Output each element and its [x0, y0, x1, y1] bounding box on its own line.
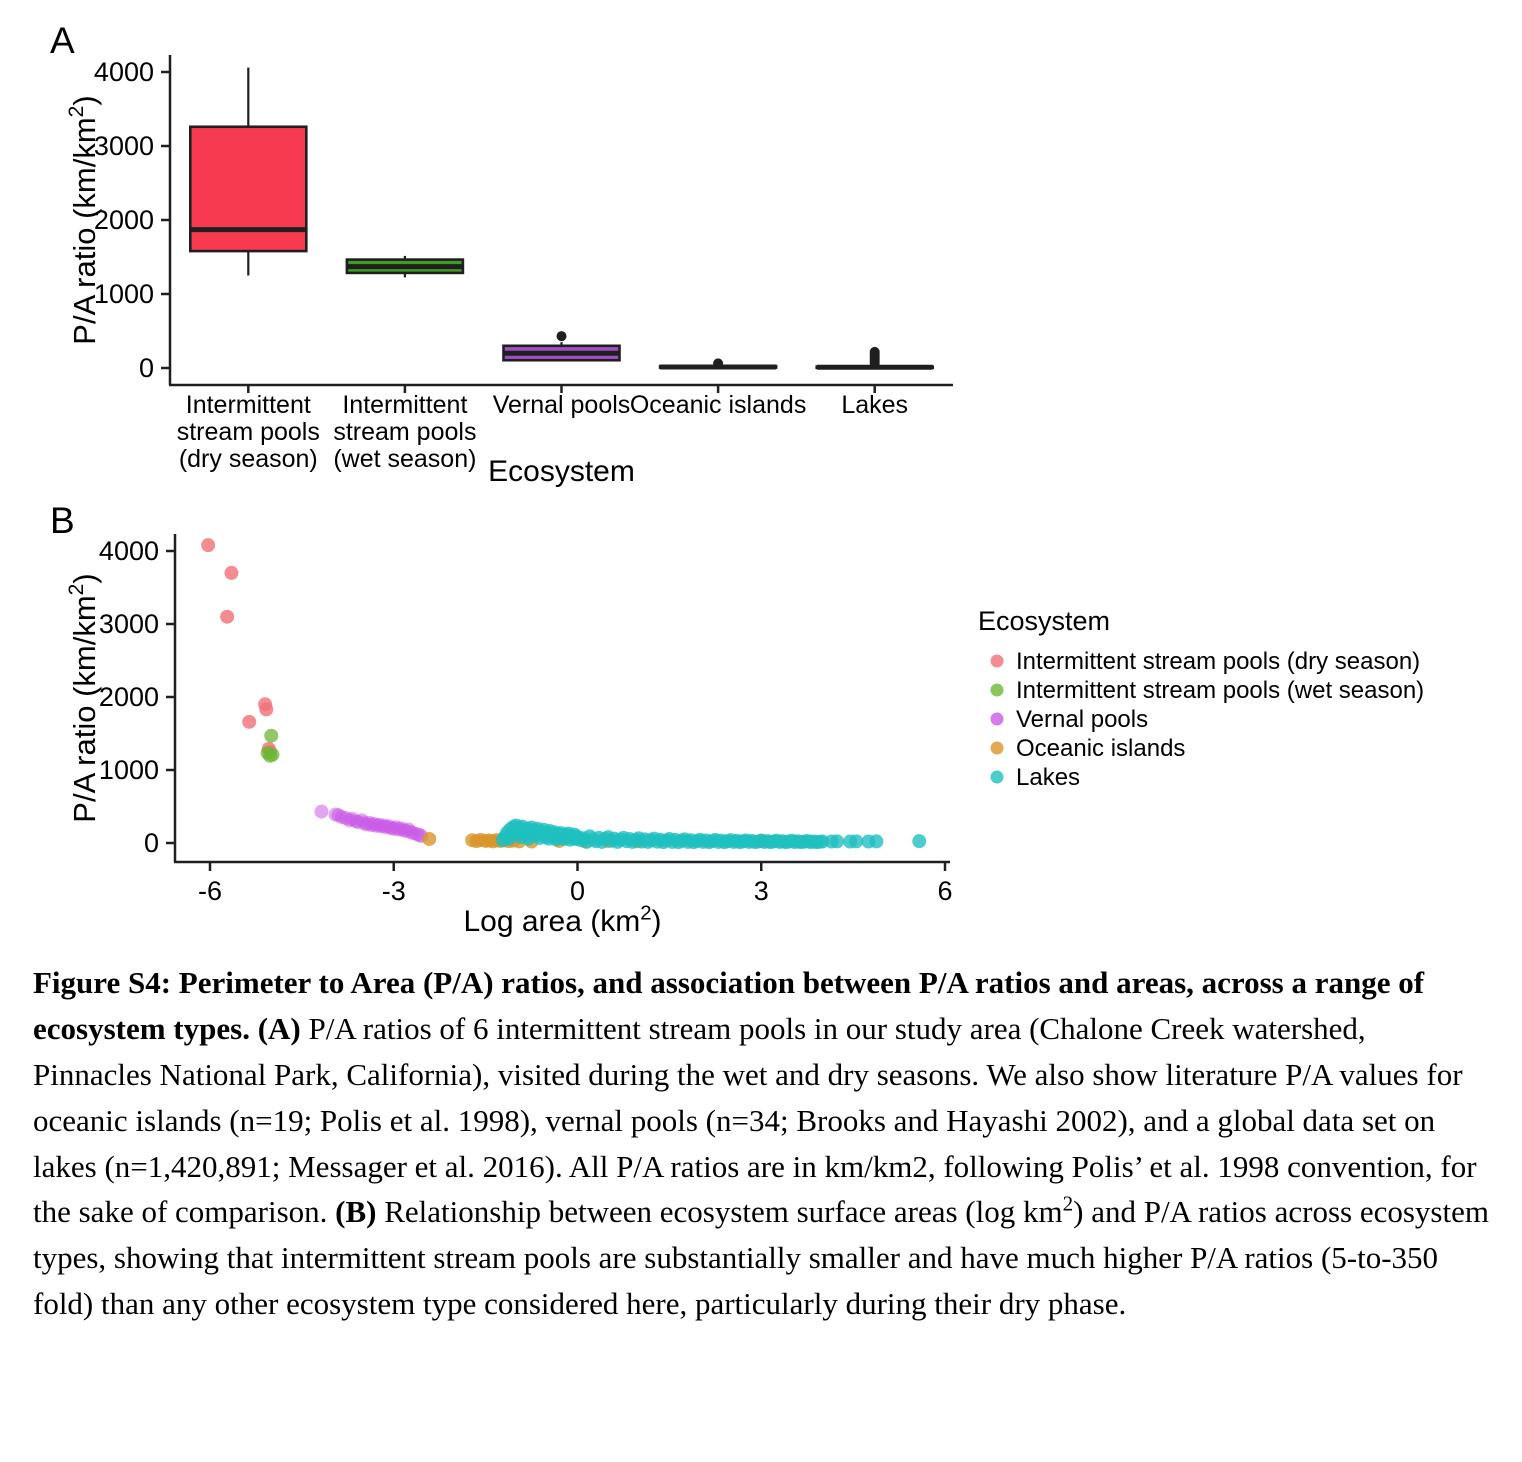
- caption-text: P/A ratios of 6 intermittent stream pools in our study area (Chalone Creek watershed, Pinnacles National Park, California), visited during the wet and dry seasons. We also show literature P/A values for oceanic islands (n=19; Polis et al. 1998), vernal pools (n=34; Brooks and Hayashi 2002), and a global data set on lakes (n=1,420,891; Messager et al. 2016). All P/A ratios are in km/km2, following Polis’ et al. 1998 convention, for the sake of comparison.: [33, 1010, 1477, 1230]
- data-point: [224, 566, 238, 580]
- box-2: [347, 256, 463, 277]
- data-point: [259, 702, 273, 716]
- figure-caption: [33, 960, 1492, 1327]
- panel-b-ytick-label: 4000: [98, 536, 159, 566]
- outlier-dot: [557, 331, 567, 341]
- panel-a-ytick-label: 3000: [93, 131, 154, 161]
- legend-label: Intermittent stream pools (wet season): [1016, 677, 1425, 704]
- data-point: [263, 749, 277, 763]
- panel-a-category-label: (dry season): [178, 445, 318, 473]
- panel-a-category-label: Vernal pools: [492, 391, 631, 419]
- panel-b-ytick-label: 2000: [98, 682, 159, 712]
- panel-b-xtick-label: -6: [197, 876, 223, 906]
- legend-label: Oceanic islands: [1016, 735, 1186, 762]
- panel-a-category-label: Lakes: [841, 391, 909, 419]
- panel-a-ytick-label: 1000: [93, 279, 154, 309]
- panel-a-category-label: Oceanic islands: [629, 391, 807, 419]
- data-point: [264, 729, 278, 743]
- data-point: [201, 538, 215, 552]
- legend-title: Ecosystem: [978, 606, 1111, 636]
- data-point: [220, 610, 234, 624]
- panel-b-xtick-label: 3: [753, 876, 769, 906]
- panel-a-yaxis-title: P/A ratio $(km/km^2)$: [65, 95, 102, 345]
- scatter-series-1: [201, 538, 277, 759]
- box-5: [817, 347, 933, 369]
- panel-b-ytick-label: 0: [143, 828, 159, 858]
- panel-a-category-label: Intermittent: [342, 391, 468, 419]
- panel-b-axes: [99, 534, 953, 906]
- legend-dot: [991, 742, 1004, 755]
- panel-b-xaxis-title: Log area $(km^2)$: [463, 902, 662, 938]
- panel-a-ytick-label: 2000: [93, 205, 154, 235]
- panel-b-ytick-label: 3000: [98, 609, 159, 639]
- data-point: [849, 834, 863, 848]
- panel-a-xaxis-title: Ecosystem: [488, 455, 635, 488]
- data-point: [314, 805, 328, 819]
- panel-b-yaxis-title: P/A ratio $(km/km^2)$: [65, 573, 102, 823]
- legend-label: Vernal pools: [1016, 706, 1149, 733]
- legend: [978, 606, 1424, 791]
- panel-b-letter: B: [50, 500, 75, 541]
- panel-a-ytick-label: 4000: [93, 57, 154, 87]
- panel-a-ytick-label: 0: [138, 353, 154, 383]
- caption-text: ) and P/A ratios across ecosystem types, showing that intermittent stream pools are substantially smaller and have much higher P/A ratios (5-to-350 fold) than any other ecosystem type considered here, particularly during their dry phase.: [33, 1194, 1489, 1322]
- panel-b-xtick-label: 6: [937, 876, 953, 906]
- box-4: [660, 358, 776, 368]
- outlier-dot: [713, 358, 723, 368]
- panel-b-xtick-label: -3: [381, 876, 406, 906]
- panel-a-category-label: Intermittent: [185, 391, 311, 419]
- legend-dot: [991, 684, 1004, 697]
- scatter-series-5: [496, 818, 927, 849]
- data-point: [912, 834, 926, 848]
- outlier-dot: [870, 347, 880, 357]
- box-1: [190, 68, 306, 276]
- scatter-series-3: [314, 805, 428, 843]
- caption-text: 2: [1062, 1192, 1074, 1217]
- panel-a-letter: A: [50, 20, 75, 61]
- legend-label: Lakes: [1016, 764, 1081, 791]
- box-3: [504, 331, 620, 361]
- caption-bold-text: (B): [335, 1194, 377, 1230]
- panel-a-category-label: stream pools: [333, 418, 477, 446]
- data-point: [830, 834, 844, 848]
- legend-label: Intermittent stream pools (dry season): [1016, 648, 1421, 675]
- data-point: [422, 832, 436, 846]
- legend-dot: [991, 771, 1004, 784]
- data-point: [242, 715, 256, 729]
- panel-b-scatter-chart: [0, 498, 1522, 956]
- panel-a-boxplot-chart: [0, 0, 1522, 498]
- legend-dot: [991, 713, 1004, 726]
- caption-bold-text: Figure S4: Perimeter to Area (P/A) ratios, and association between P/A ratios and areas, across a range of ecosystem types. (A): [33, 965, 1425, 1046]
- panel-b-xtick-label: 0: [569, 876, 586, 906]
- panel-a-category-label: (wet season): [333, 445, 477, 473]
- caption-text: Relationship between ecosystem surface areas (log km: [376, 1194, 1063, 1230]
- legend-dot: [991, 655, 1004, 668]
- data-point: [869, 834, 883, 848]
- panel-b-ytick-label: 1000: [98, 755, 159, 785]
- panel-a-category-label: stream pools: [176, 418, 320, 446]
